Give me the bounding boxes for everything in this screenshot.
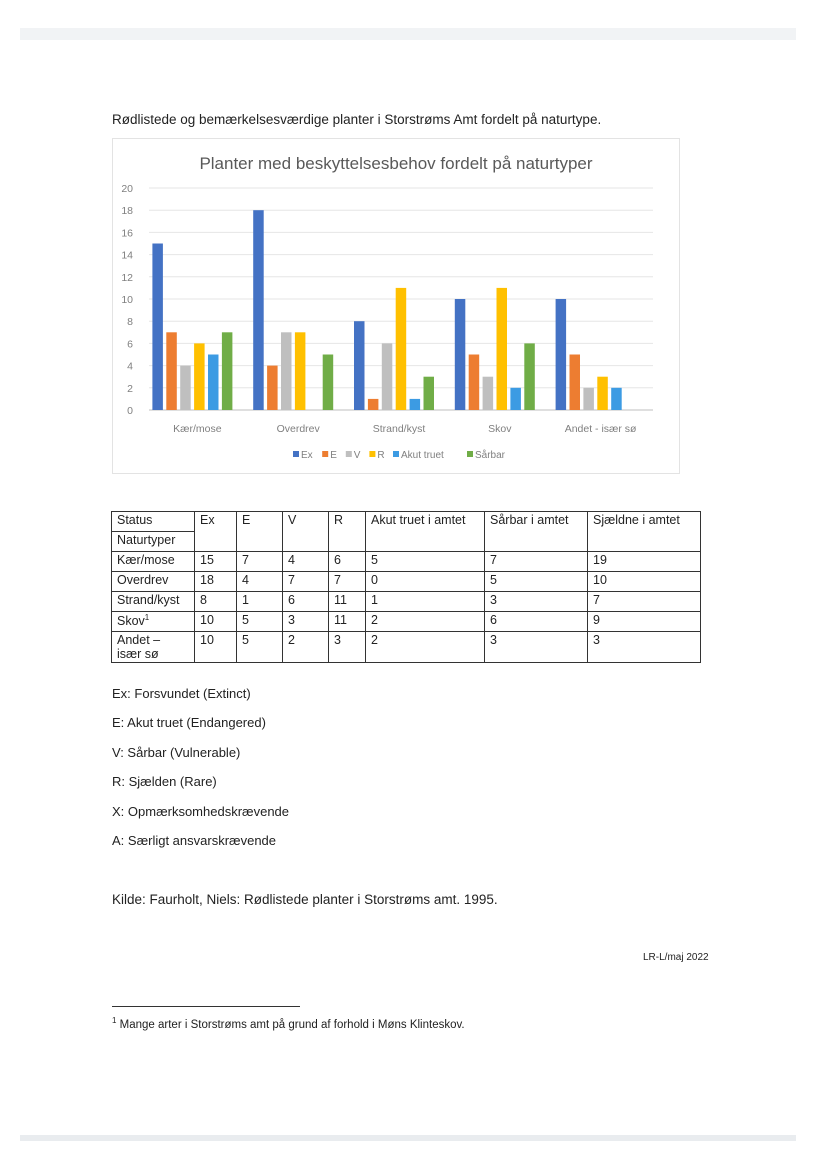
cell-r: 3: [329, 632, 366, 663]
bar: [323, 355, 334, 411]
cell-ex: 10: [195, 612, 237, 632]
footnote: [112, 1016, 465, 1031]
header-cell-sjaeldne: Sjældne i amtet: [588, 512, 701, 552]
header-cell-e: E: [237, 512, 283, 552]
cell-v: 4: [283, 552, 329, 572]
legend-label: R: [377, 450, 385, 461]
header-cell-ex: Ex: [195, 512, 237, 552]
row-label-line1: Andet –: [117, 633, 161, 647]
x-category-label: Andet - især sø: [564, 423, 637, 435]
cell-ex: 10: [195, 632, 237, 663]
cell-v: 6: [283, 592, 329, 612]
cell-akut: 5: [366, 552, 485, 572]
cell-r: 7: [329, 572, 366, 592]
bar: [611, 388, 622, 410]
table-row: [112, 632, 701, 663]
bar: [194, 343, 205, 410]
abbreviation-item: R: Sjælden (Rare): [112, 774, 217, 790]
chart-svg: [113, 139, 679, 473]
cell-ex: 15: [195, 552, 237, 572]
table-header-row: [112, 512, 701, 532]
x-category-label: Overdrev: [276, 423, 320, 435]
x-category-label: Skov: [488, 423, 512, 435]
header-cell-akut: Akut truet i amtet: [366, 512, 485, 552]
cell-akut: 0: [366, 572, 485, 592]
cell-e: 7: [237, 552, 283, 572]
footnote-divider: [112, 1006, 300, 1007]
abbreviation-item: E: Akut truet (Endangered): [112, 715, 266, 731]
y-tick-label: 12: [121, 271, 133, 284]
cell-v: 3: [283, 612, 329, 632]
row-label: Overdrev: [112, 572, 195, 592]
bar: [483, 377, 494, 410]
header-cell-r: R: [329, 512, 366, 552]
header-cell-saarbar: Sårbar i amtet: [485, 512, 588, 552]
bar: [455, 299, 466, 410]
cell-r: 6: [329, 552, 366, 572]
cell-sjaeldne: 19: [588, 552, 701, 572]
bar: [253, 210, 264, 410]
table-row: [112, 592, 701, 612]
x-category-label: Kær/mose: [173, 423, 222, 435]
data-table: [111, 511, 701, 663]
cell-akut: 2: [366, 612, 485, 632]
cell-akut: 1: [366, 592, 485, 612]
y-tick-label: 0: [127, 405, 133, 417]
bar: [497, 288, 508, 410]
legend-label: V: [353, 450, 361, 461]
header-cell-status: Status: [112, 512, 195, 532]
table-row: [112, 572, 701, 592]
cell-ex: 18: [195, 572, 237, 592]
legend-label: Akut truet: [401, 450, 444, 461]
legend-swatch: [346, 451, 352, 457]
legend-label: Ex: [301, 450, 313, 461]
bar: [267, 366, 278, 410]
y-tick-label: 6: [127, 338, 133, 351]
abbreviation-item: Ex: Forsvundet (Extinct): [112, 686, 251, 701]
row-label: [112, 612, 195, 632]
legend-swatch: [467, 451, 473, 457]
cell-saarbar: 3: [485, 592, 588, 612]
legend-swatch: [393, 451, 399, 457]
cell-e: 4: [237, 572, 283, 592]
cell-akut: 2: [366, 632, 485, 663]
bar: [583, 388, 594, 410]
document-stamp: LR-L/maj 2022: [643, 952, 709, 963]
bar: [166, 332, 177, 410]
bar: [281, 332, 292, 410]
cell-v: 2: [283, 632, 329, 663]
document-title: Rødlistede og bemærkelsesværdige planter i Storstrøms Amt fordelt på naturtype.: [112, 112, 602, 127]
cell-e: 5: [237, 632, 283, 663]
abbreviation-item: X: Opmærksomhedskrævende: [112, 803, 290, 819]
cell-sjaeldne: 7: [588, 592, 701, 612]
row-label-line2: især sø: [117, 647, 159, 661]
bar: [222, 332, 233, 410]
row-label: [112, 632, 195, 663]
cell-ex: 8: [195, 592, 237, 612]
cell-e: 1: [237, 592, 283, 612]
bar: [556, 299, 567, 410]
abbreviation-list: [112, 686, 289, 862]
bar: [510, 388, 521, 410]
chart-title: Planter med beskyttelsesbehov fordelt på naturtyper: [199, 154, 593, 173]
scan-edge-top: [20, 28, 796, 40]
cell-v: 7: [283, 572, 329, 592]
row-label: Strand/kyst: [112, 592, 195, 612]
cell-saarbar: 6: [485, 612, 588, 632]
bar: [208, 355, 219, 411]
bar: [597, 377, 608, 410]
x-category-label: Strand/kyst: [372, 423, 426, 435]
row-label: Kær/mose: [112, 552, 195, 572]
source-citation: Kilde: Faurholt, Niels: Rødlistede planter i Storstrøms amt. 1995.: [112, 892, 498, 907]
bar: [180, 366, 191, 410]
y-tick-label: 16: [121, 227, 133, 240]
header-cell-v: V: [283, 512, 329, 552]
cell-r: 11: [329, 612, 366, 632]
bar: [396, 288, 407, 410]
cell-sjaeldne: 9: [588, 612, 701, 632]
y-tick-label: 8: [127, 316, 133, 329]
cell-e: 5: [237, 612, 283, 632]
header-cell-naturtyper: Naturtyper: [112, 532, 195, 552]
scan-edge-bottom: [20, 1135, 796, 1141]
y-tick-label: 2: [127, 382, 133, 395]
cell-saarbar: 7: [485, 552, 588, 572]
bar: [410, 399, 421, 410]
bar: [469, 355, 480, 411]
footnote-ref: 1: [144, 613, 150, 622]
legend-label: Sårbar: [475, 450, 506, 461]
bar: [295, 332, 306, 410]
cell-r: 11: [329, 592, 366, 612]
bar: [152, 244, 163, 411]
y-tick-label: 10: [121, 294, 133, 306]
cell-sjaeldne: 3: [588, 632, 701, 663]
bar: [382, 343, 393, 410]
footnote-mark: 1: [112, 1016, 117, 1025]
legend-label: E: [330, 450, 337, 461]
y-tick-label: 18: [121, 205, 133, 218]
cell-saarbar: 3: [485, 632, 588, 663]
abbreviation-item: A: Særligt ansvarskrævende: [112, 832, 277, 848]
cell-saarbar: 5: [485, 572, 588, 592]
cell-sjaeldne: 10: [588, 572, 701, 592]
bar: [570, 355, 581, 411]
table-row: [112, 552, 701, 572]
bar: [424, 377, 435, 410]
legend-swatch: [293, 451, 299, 457]
legend-swatch: [322, 451, 328, 457]
row-label-text: Skov: [117, 614, 145, 629]
y-tick-label: 20: [121, 183, 133, 195]
table-row: [112, 612, 701, 632]
bar-chart: [112, 138, 680, 474]
y-tick-label: 14: [121, 249, 133, 262]
bar: [354, 321, 365, 410]
footnote-text: Mange arter i Storstrøms amt på grund af forhold i Møns Klinteskov.: [119, 1018, 465, 1031]
bar: [524, 343, 535, 410]
abbreviation-item: V: Sårbar (Vulnerable): [112, 744, 241, 760]
legend-swatch: [369, 451, 375, 457]
y-tick-label: 4: [127, 360, 133, 373]
bar: [368, 399, 379, 410]
